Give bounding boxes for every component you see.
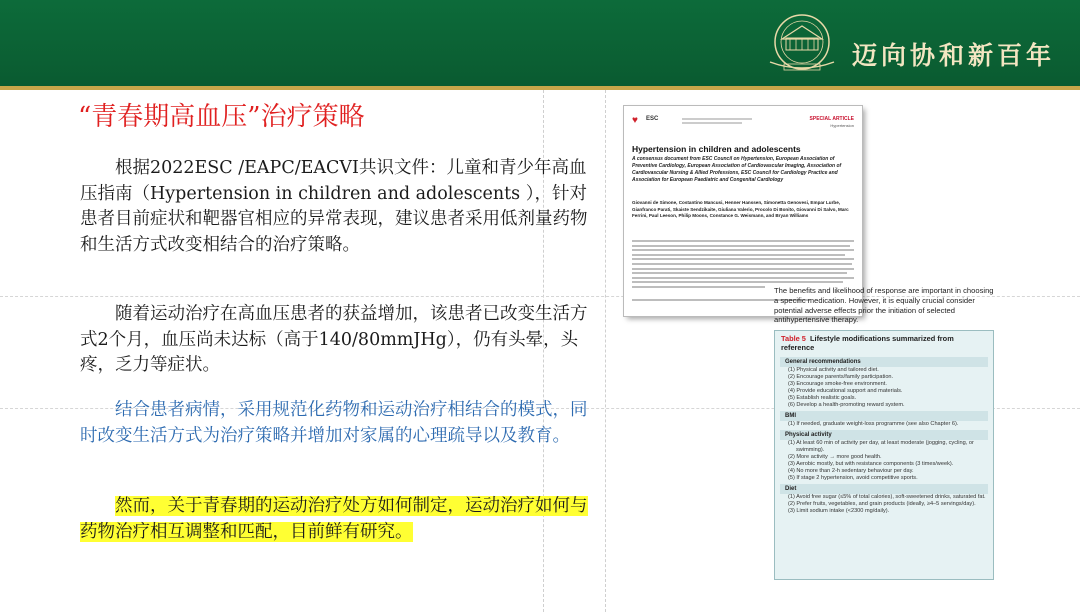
table-item: (6) Develop a health-promoting reward system. xyxy=(788,402,905,408)
table-title: Table 5 Lifestyle modifications summarized from reference xyxy=(781,334,954,352)
highlighted-text: 然而，关于青春期的运动治疗处方如何制定，运动治疗如何与药物治疗相互调整和匹配，目前鲜有研究。 xyxy=(80,496,588,542)
brand-slogan: 迈向协和新百年 xyxy=(852,41,1056,70)
paper-title: Hypertension in children and adolescents xyxy=(632,144,801,154)
lifestyle-table xyxy=(774,330,994,580)
journal-info xyxy=(682,118,752,124)
paper-thumbnail xyxy=(624,106,862,316)
table-item: (3) Limit sodium intake (<2300 mg/daily). xyxy=(788,508,890,514)
guide-line xyxy=(605,90,606,612)
table-item: (1) If needed, graduate weight-loss programme (see also Chapter 6). xyxy=(788,421,959,427)
slide-title: “青春期高血压”治疗策略 xyxy=(78,102,365,132)
table-item: (5) If stage 2 hypertension, avoid competitive sports. xyxy=(788,475,918,481)
article-label: SPECIAL ARTICLE xyxy=(809,116,854,122)
hospital-logo-icon xyxy=(766,12,838,78)
paper-subtitle: A consensus document from ESC Council on Hypertension, European Association of Preventive Cardiology, European Association of Cardiovascular Imaging, Association of Cardiovascular Nursing & Allied Professions, ESC Council for Cardiology Practice and Association for European Paediatric and Congenital Cardiology xyxy=(632,156,842,183)
paragraph-patient-status: 随着运动治疗在高血压患者的获益增加，该患者已改变生活方式2个月，血压尚未达标（高于140/80mmJHg），仍有头晕，头疼，乏力等症状。 xyxy=(80,304,588,375)
paragraph-guideline: 根据2022ESC /EAPC/EACVI共识文件：儿童和青少年高血压指南（Hypertension in children and adolescents ），针对患者目前症状和靶器官相应的异常表现，建议患者采用低剂量药物和生活方式改变相结合的治疗策略。 xyxy=(80,158,588,255)
table-item: (2) Encourage parents/family participation. xyxy=(788,374,894,380)
paragraph-research-gap xyxy=(80,494,592,545)
table-section-header: General recommendations xyxy=(780,357,988,367)
paragraph-strategy: 结合患者病情，采用规范化药物和运动治疗相结合的模式，同时改变生活方式为治疗策略并增加对家属的心理疏导以及教育。 xyxy=(80,400,588,446)
table-item: (5) Establish realistic goals. xyxy=(788,395,857,401)
header-gold-rule xyxy=(0,86,1080,90)
table-item: (1) At least 60 min of activity per day, at least moderate (jogging, cycling, or swimming). xyxy=(788,440,974,453)
esc-heart-icon: ♥ xyxy=(632,115,638,126)
table-item: (2) Prefer fruits, vegetables, and grain products (ideally, ≥4–5 servings/day). xyxy=(788,501,976,507)
table-item: (3) Aerobic mostly, but with resistance components (3 times/week). xyxy=(788,461,954,467)
table-section-header: BMI xyxy=(780,411,988,421)
table-item: (1) Physical activity and tailored diet. xyxy=(788,367,879,373)
article-sublabel: Hypertension xyxy=(830,123,854,128)
reference-text: The benefits and likelihood of response are important in choosing a specific medication. However, it is equally crucial consider potential adverse effects prior the initiation of selected antihypertensive therapy. xyxy=(774,286,994,325)
table-item: (3) Encourage smoke-free environment. xyxy=(788,381,887,387)
table-section-header: Diet xyxy=(780,484,988,494)
table-section-header: Physical activity xyxy=(780,430,988,440)
table-item: (1) Avoid free sugar (≤5% of total calories), soft-sweetened drinks, saturated fat. xyxy=(788,494,986,500)
table-item: (4) No more than 2-h sedentary behaviour per day. xyxy=(788,468,914,474)
slide-header xyxy=(0,0,1080,90)
paper-authors: Giovanni de Simone, Costantino Mancusi, Henner Hanssen, Simonetta Genovesi, Empar Lurbe, Gianfranco Parati, Skaiste Sendzikaite, Giuliana Valerio, Procolo Di Bonito, Giovanni Di Salvo, Marc Ferrini, Paul Leeson, Philip Moons, Constance G. Weismann, and Bryan Williams xyxy=(632,200,849,219)
table-item: (4) Provide educational support and materials. xyxy=(788,388,903,394)
table-item: (2) More activity → more good health. xyxy=(788,454,882,460)
society-name: ESC xyxy=(646,116,659,122)
